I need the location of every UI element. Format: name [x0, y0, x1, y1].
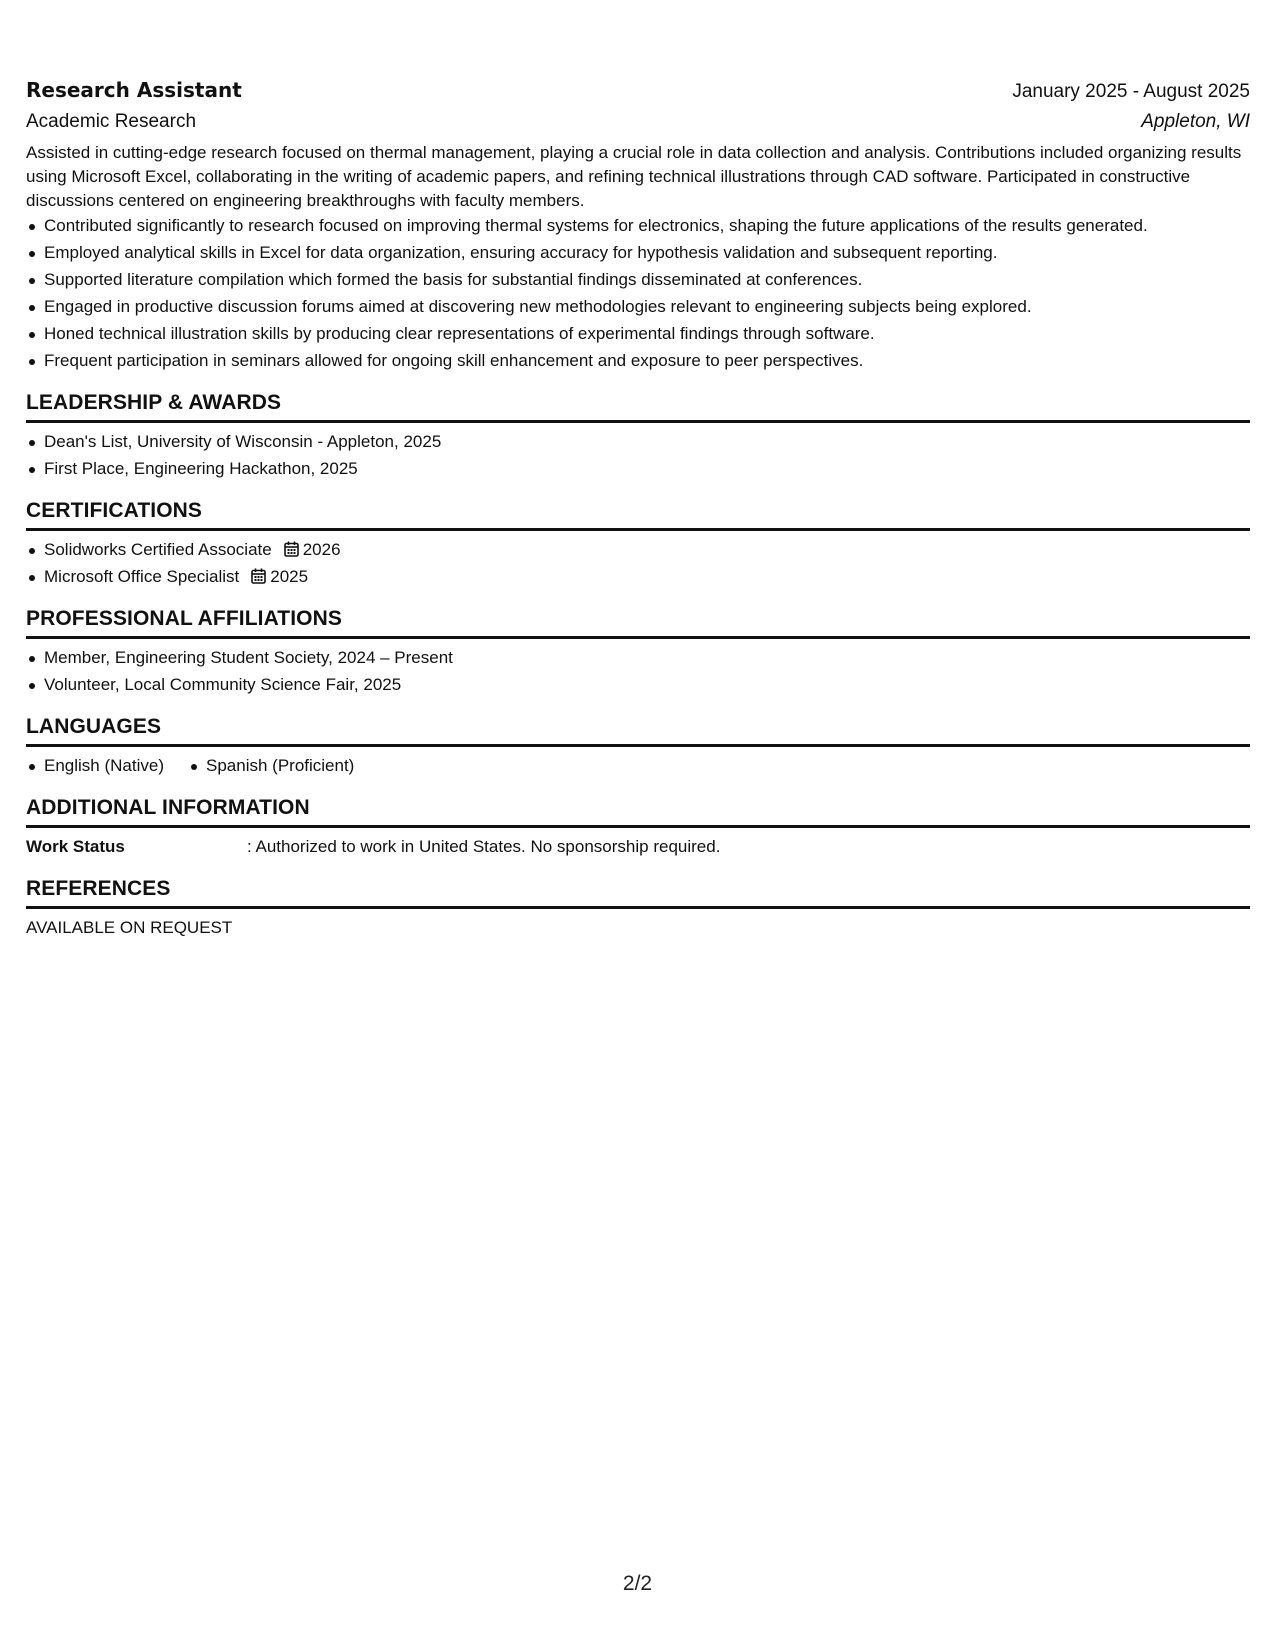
resume-page: [26, 76, 1250, 940]
affiliations-section: [26, 605, 1250, 697]
list-item: English (Native): [26, 754, 164, 778]
section-heading-languages: LANGUAGES: [26, 713, 1250, 747]
certifications-list: [26, 538, 1250, 589]
languages-section: [26, 713, 1250, 778]
list-item: Supported literature compilation which formed the basis for substantial findings disseminated at conferences.: [26, 268, 1250, 292]
page-number: 2/2: [622, 1572, 653, 1595]
list-item: Member, Engineering Student Society, 2024 – Present: [26, 646, 1250, 670]
certification-name: Microsoft Office Specialist: [44, 567, 240, 586]
certification-year: 2025: [270, 567, 309, 586]
job-summary: Assisted in cutting-edge research focused on thermal management, playing a crucial role in data collection and analysis. Contributions included organizing results using Microsoft Excel, collaborating in the writing of academic papers, and refining technical illustrations through CAD software. Participated in constructive discussions centered on engineering breakthroughs with faculty members.: [26, 143, 1242, 210]
references-text: AVAILABLE ON REQUEST: [26, 918, 233, 937]
job-title: Research Assistant: [26, 78, 242, 102]
list-item: Contributed significantly to research focused on improving thermal systems for electronics, shaping the future applications of the results generated.: [26, 214, 1250, 238]
list-item: Employed analytical skills in Excel for data organization, ensuring accuracy for hypothesis validation and subsequent reporting.: [26, 241, 1250, 265]
leadership-section: [26, 389, 1250, 481]
leadership-list: [26, 430, 1250, 481]
list-item: [26, 565, 1250, 589]
list-item: Dean's List, University of Wisconsin - Appleton, 2025: [26, 430, 1250, 454]
section-heading-certifications: CERTIFICATIONS: [26, 497, 1250, 531]
references-section: [26, 875, 1250, 940]
list-item: First Place, Engineering Hackathon, 2025: [26, 457, 1250, 481]
list-item: Frequent participation in seminars allowed for ongoing skill enhancement and exposure to peer perspectives.: [26, 349, 1250, 373]
job-header: [26, 76, 1250, 106]
experience-entry: [26, 76, 1250, 373]
section-heading-references: REFERENCES: [26, 875, 1250, 909]
work-status-row: [26, 835, 1250, 859]
certification-year: 2026: [302, 540, 341, 559]
job-dates: January 2025 - August 2025: [1012, 81, 1250, 102]
section-heading-additional-info: ADDITIONAL INFORMATION: [26, 794, 1250, 828]
certifications-section: [26, 497, 1250, 589]
job-organization: Academic Research: [26, 111, 197, 132]
calendar-icon: [251, 568, 266, 584]
job-bullet-list: [26, 214, 1250, 373]
calendar-icon: [284, 541, 299, 557]
list-item: Volunteer, Local Community Science Fair, 2025: [26, 673, 1250, 697]
section-heading-affiliations: PROFESSIONAL AFFILIATIONS: [26, 605, 1250, 639]
section-heading-leadership: LEADERSHIP & AWARDS: [26, 389, 1250, 423]
work-status-value: : Authorized to work in United States. No sponsorship required.: [247, 837, 721, 856]
languages-list: [26, 754, 1250, 778]
certification-name: Solidworks Certified Associate: [44, 540, 272, 559]
work-status-label: Work Status: [26, 837, 125, 856]
additional-info-section: [26, 794, 1250, 859]
list-item: Engaged in productive discussion forums aimed at discovering new methodologies relevant to engineering subjects being explored.: [26, 295, 1250, 319]
list-item: Spanish (Proficient): [188, 754, 354, 778]
list-item: [26, 538, 1250, 562]
job-location: Appleton, WI: [1141, 111, 1250, 132]
job-subheader: [26, 109, 1250, 135]
list-item: Honed technical illustration skills by producing clear representations of experimental findings through software.: [26, 322, 1250, 346]
affiliations-list: [26, 646, 1250, 697]
